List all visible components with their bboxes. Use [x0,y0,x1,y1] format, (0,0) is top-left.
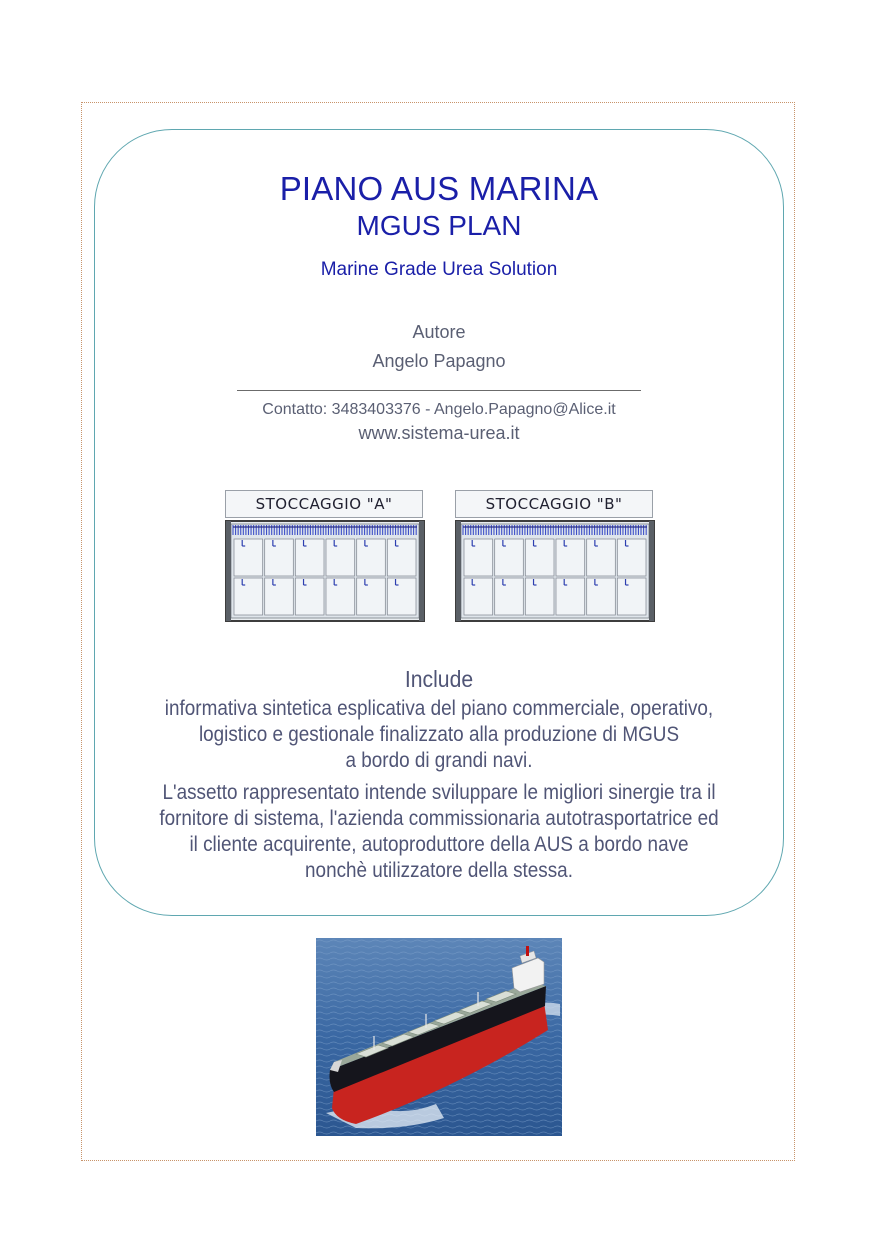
text-line: nonchè utilizzatore della stessa. [305,859,573,882]
storage-b [455,490,655,622]
bulk-carrier-ship-photo [316,938,562,1136]
document-title: PIANO AUS MARINA [279,170,599,207]
storage-a [225,490,425,622]
text-line: informativa sintetica esplicativa del piano commerciale, operativo, [164,697,714,720]
author-name: Angelo Papagno [372,351,506,371]
description-paragraph-2 [129,780,750,884]
container-tank-icon [225,520,425,622]
description-paragraph-1 [129,696,750,774]
document-subtitle: MGUS PLAN [356,210,522,241]
text-line: logistico e gestionale finalizzato alla produzione di MGUS [198,723,680,746]
include-heading: Include [404,666,474,692]
text-line: il cliente acquirente, autoproduttore della AUS a bordo nave [189,833,689,856]
document-tagline: Marine Grade Urea Solution [320,259,558,280]
storage-b-label: STOCCAGGIO "B" [455,490,653,518]
text-line: L'assetto rappresentato intende sviluppare le migliori sinergie tra il [162,781,716,804]
text-line: fornitore di sistema, l'azienda commissionaria autotrasportatrice ed [159,807,719,830]
contact-info: Contatto: 3483403376 - Angelo.Papagno@Alice.it [262,401,616,418]
container-tank-icon [455,520,655,622]
storage-a-label: STOCCAGGIO "A" [225,490,423,518]
website-link[interactable]: www.sistema-urea.it [358,423,520,443]
author-label: Autore [412,322,466,342]
separator-line [237,390,641,391]
text-line: a bordo di grandi navi. [345,749,533,772]
